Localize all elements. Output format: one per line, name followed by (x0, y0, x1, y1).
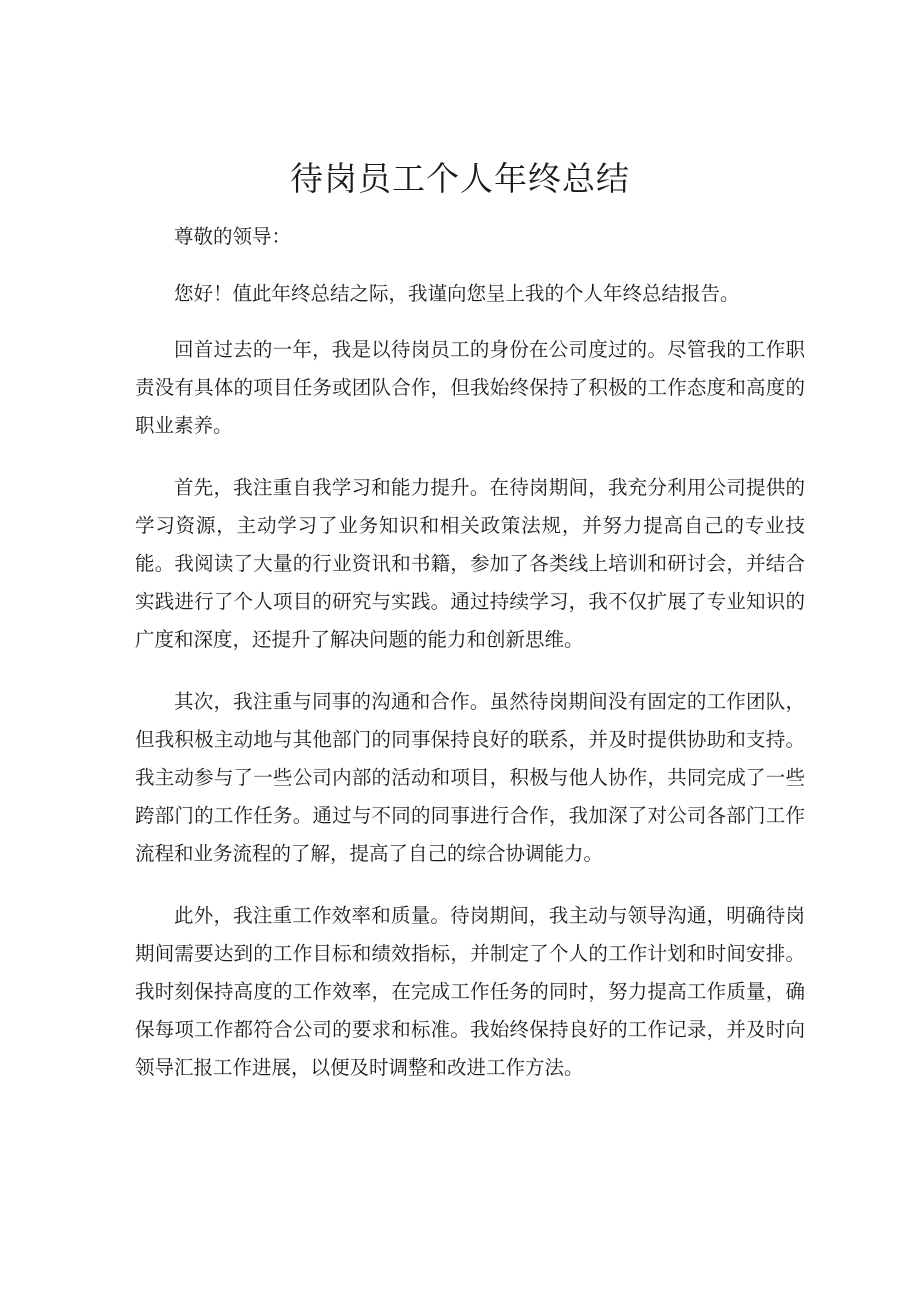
document-title: 待岗员工个人年终总结 (290, 159, 630, 198)
paragraph-greeting: 您好！值此年终总结之际，我谨向您呈上我的个人年终总结报告。 (174, 282, 740, 305)
paragraph-cooperation: 其次，我注重与同事的沟通和合作。虽然待岗期间没有固定的工作团队，但我积极主动地与其他部门的同事保持良好的联系，并及时提供协助和支持。我主动参与了一些公司内部的活动和项目，积极与他人协作，共同完成了一些跨部门的工作任务。通过与不同的同事进行合作，我加深了对公司各部门工作流程和业务流程的了解，提高了自己的综合协调能力。 (135, 690, 805, 865)
paragraph-learning: 首先，我注重自我学习和能力提升。在待岗期间，我充分利用公司提供的学习资源，主动学习了业务知识和相关政策法规，并努力提高自己的专业技能。我阅读了大量的行业资讯和书籍，参加了各类线上培训和研讨会，并结合实践进行了个人项目的研究与实践。通过持续学习，我不仅扩展了专业知识的广度和深度，还提升了解决问题的能力和创新思维。 (135, 476, 805, 651)
document-body (135, 218, 805, 1111)
paragraph-review: 回首过去的一年，我是以待岗员工的身份在公司度过的。尽管我的工作职责没有具体的项目任务或团队合作，但我始终保持了积极的工作态度和高度的职业素养。 (135, 338, 805, 437)
salutation: 尊敬的领导： (174, 225, 292, 248)
paragraph-efficiency: 此外，我注重工作效率和质量。待岗期间，我主动与领导沟通，明确待岗期间需要达到的工作目标和绩效指标，并制定了个人的工作计划和时间安排。我时刻保持高度的工作效率，在完成工作任务的同时，努力提高工作质量，确保每项工作都符合公司的要求和标准。我始终保持良好的工作记录，并及时向领导汇报工作进展，以便及时调整和改进工作方法。 (135, 904, 805, 1079)
